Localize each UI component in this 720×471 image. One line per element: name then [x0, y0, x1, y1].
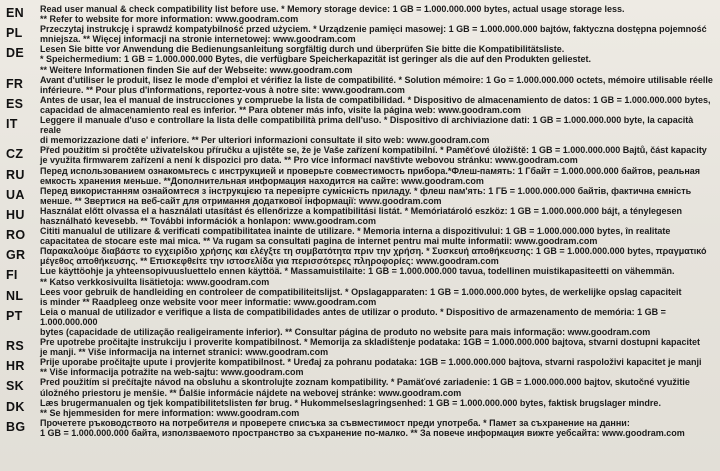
entry-dk: [6, 398, 714, 418]
entry-bg: [6, 418, 714, 438]
language-code: SK: [6, 379, 24, 394]
entry-nl: [6, 287, 714, 307]
entry-pl: [6, 24, 714, 44]
entry-hr: [6, 357, 714, 377]
notice-text: Перед использованием ознакомьтесь с инструкцией и проверьте совместимость прибора.*Флеш-память: 1 Гбайт = 1.000.000.000 байтов, реальная емкость хранения меньше. **Дополнительная информация находится на сайте: www.goodram.com: [40, 165, 701, 186]
entry-hu: [6, 206, 714, 226]
entry-it: [6, 115, 714, 145]
notice-text: Lesen Sie bitte vor Anwendung die Bedienungsanleitung sorgfältig durch und überprüfen Sie bitte die Kompatibilitätsliste. * Speichermedium: 1 GB = 1.000.000.000 Bytes, die verfügbare Speicherkapazität ist geringer als die auf den Produkten geliestet. ** Weitere Informationen finden Sie auf der Webseite: www.goodram.com: [40, 44, 591, 75]
language-code: RS: [6, 339, 24, 354]
language-code: FR: [6, 76, 24, 91]
entry-de: [6, 44, 714, 74]
language-code: NL: [6, 288, 24, 303]
language-code: RO: [6, 228, 26, 243]
language-code: BG: [6, 419, 26, 434]
entry-pt: [6, 307, 714, 337]
notice-text: Cititi manualul de utilizare & verificati compatibilitatea inainte de utilizare. * Memoria interna a dispozitivului: 1 GB = 1.000.000.000 bytes, în realitate capacitatea de stocare este mai mica. ** Va rugam sa consultati pagina de internet pentru mai multe informatii: www.goodram.com: [40, 226, 671, 247]
language-code: HR: [6, 359, 25, 374]
notice-text: Lees voor gebruik de handleiding en controleer de compatibiliteitslijst. * Opslagapparaten: 1 GB = 1.000.000.000 bytes, de werkelijke opslag capaciteit is minder ** Raadpleeg onze website voor meer informatie: www.goodram.com: [40, 286, 682, 307]
entry-gr: [6, 246, 714, 266]
entry-cz: [6, 145, 714, 165]
entry-ro: [6, 226, 714, 246]
notice-text: Læs brugermanualen og tjek kompatibilitetslisten før brug. * Hukommelseslagringsenhed: 1 GB = 1.000.000.000 bytes, faktisk brugslager mindre. ** Se hjemmesiden for mere information: www.goodram.com: [40, 397, 661, 418]
language-code: DE: [6, 46, 24, 61]
notice-text: Pred použitím si prečítajte návod na obsluhu a skontrolujte zoznam kompatibility. * Pamäťové zariadenie: 1 GB = 1.000.000.000 bajtov, skutočné využitie úložného priestoru je menšie. ** Ďalšie informácie nájdete na webovej stránke: www.goodram.com: [40, 377, 690, 398]
entry-sk: [6, 377, 714, 397]
notice-text: Read user manual & check compatibility list before use. * Memory storage device: 1 GB = 1.000.000.000 bytes, actual usage storage less. ** Refer to website for more information: www.goodram.com: [40, 4, 625, 25]
language-code: RU: [6, 167, 25, 182]
language-code: EN: [6, 6, 24, 20]
notice-text: Antes de usar, lea el manual de instrucciones y compruebe la lista de compatibilidad. * Dispositivo de almacenamiento de datos: 1 GB = 1.000.000.000 bytes, capacidad de almacenamiento real es inferior. ** Para obtener más info, visite la página web: www.goodram.com: [40, 94, 711, 115]
language-code: IT: [6, 117, 18, 132]
notice-text: Παρακαλούμε διαβάστε το εγχειρίδιο χρήσης και ελέγξτε τη συμβατότητα πριν την χρήση. * Συσκευή αποθήκευσης: 1 GB = 1.000.000.000 bytes, πραγματικό μέγεθος αποθήκευσης. ** Επισκεφθείτε την ιστοσελίδα για περισσότερες πληροφορίες: www.goodram.com: [40, 246, 707, 267]
notice-text: Перед використанням ознайомтеся з інструкцією та перевірте сумісність приладу. * флеш пам'ять: 1 ГБ = 1.000.000.000 байтів, фактична ємність менше. ** Звертися на веб-сайт для отримання додаткової інформації: www.goodram.com: [40, 185, 692, 206]
entry-ru: [6, 166, 714, 186]
entry-rs: [6, 337, 714, 357]
notice-text: Pre upotrebe pročitajte instrukciju i proverite kompatibilnost. * Memorija za skladištenje podataka: 1GB = 1.000.000.000 bajtova, stvarni dostupni kapacitet je manji. ** Više informacija na internet stranici: www.goodram.com: [40, 337, 700, 358]
notice-text: Lue käyttöohje ja yhteensopivuusluettelo ennen käyttöä. * Massamuistilaite: 1 GB = 1.000.000.000 tavua, todellinen muistikapasiteetti on vähemmän. ** Katso verkkosivuilta lisätietoja: www.goodram.com: [40, 266, 675, 287]
notice-text: Leggere il manuale d'uso e controllare la lista delle compatibilità prima dell'uso. * Dispositivo di archiviazione dati: 1 GB = 1.000.000.000 byte, la capacità reale di memorizzazione dati e' inferiore. ** Per ulteriori informazioni consultate il sito web: www.goodram.com: [40, 115, 694, 146]
language-code: PT: [6, 308, 23, 323]
language-code: UA: [6, 187, 25, 202]
entry-fr: [6, 75, 714, 95]
language-code: GR: [6, 248, 26, 263]
language-code: FI: [6, 268, 18, 283]
notice-text: Przeczytaj instrukcję i sprawdź kompatybilność przed użyciem. * Urządzenie pamięci masowej: 1 GB = 1.000.000.000 bajtów, faktyczna dostępna pojemność mniejsza. ** Więcej informacji na stronie internetowej: www.goodram.com: [40, 24, 707, 45]
entry-en: [6, 4, 714, 24]
language-code: PL: [6, 26, 23, 41]
notice-text: Avant d'utiliser le produit, lisez le mode d'emploi et vérifiez la liste de compatibilité. * Solution mémoire: 1 Go = 1.000.000.000 octets, mémoire utilisable réelle inférieure. ** Pour plus d'informations, reportez-vous à notre site: www.goodram.com: [40, 74, 713, 95]
language-code: DK: [6, 399, 25, 414]
language-code: CZ: [6, 147, 24, 162]
entry-ua: [6, 186, 714, 206]
language-code: ES: [6, 96, 24, 111]
notice-text: Прочетете ръководството на потребителя и проверете списъка за съвместимост преди употреба. * Памет за съхранение на данни: 1 GB = 1.000.000.000 байта, използваемото пространство за съхранение по-малко. ** За повече информация вижте уебсайта: www.goodram.com: [40, 417, 685, 438]
entry-es: [6, 95, 714, 115]
notice-text: Használat előtt olvassa el a használati utasítást és ellenőrizze a kompatibilitási listát. * Memóriatároló eszköz: 1 GB = 1.000.000.000 bájt, a ténylegesen használható kevesebb. ** További információk a honlapon: www.goodram.com: [40, 205, 683, 226]
notice-text: Leia o manual de utilizador e verifique a lista de compatibilidades antes de utilizar o produto. * Dispositivo de armazenamento de memória: 1 GB = 1.000.000.000 bytes (capacidade de utilização realigeiramente inferior). ** Consultar página de produto no website para mais informação: www.goodram.com: [40, 306, 666, 337]
language-code: HU: [6, 207, 25, 222]
notice-text: Před použitím si pročtěte uživatelskou příručku a ujistěte se, že je Vaše zařízení kompatibilní. * Paměťové úložiště: 1 GB = 1.000.000.000 Bajtů, část kapacity je využita firmwarem zařízení a není k dispozici pro data. ** Pro více informací navštivte webovou stránku: www.goodram.com: [40, 145, 707, 166]
entry-fi: [6, 266, 714, 286]
notice-text: Prije uporabe pročitajte upute i provjerite kompatibilnost. * Uređaj za pohranu podataka: 1GB = 1.000.000.000 bajtova, stvarni raspoloživi kapacitet je manji ** Više informacija potražite na web-sajtu: www.goodram.com: [40, 357, 702, 378]
